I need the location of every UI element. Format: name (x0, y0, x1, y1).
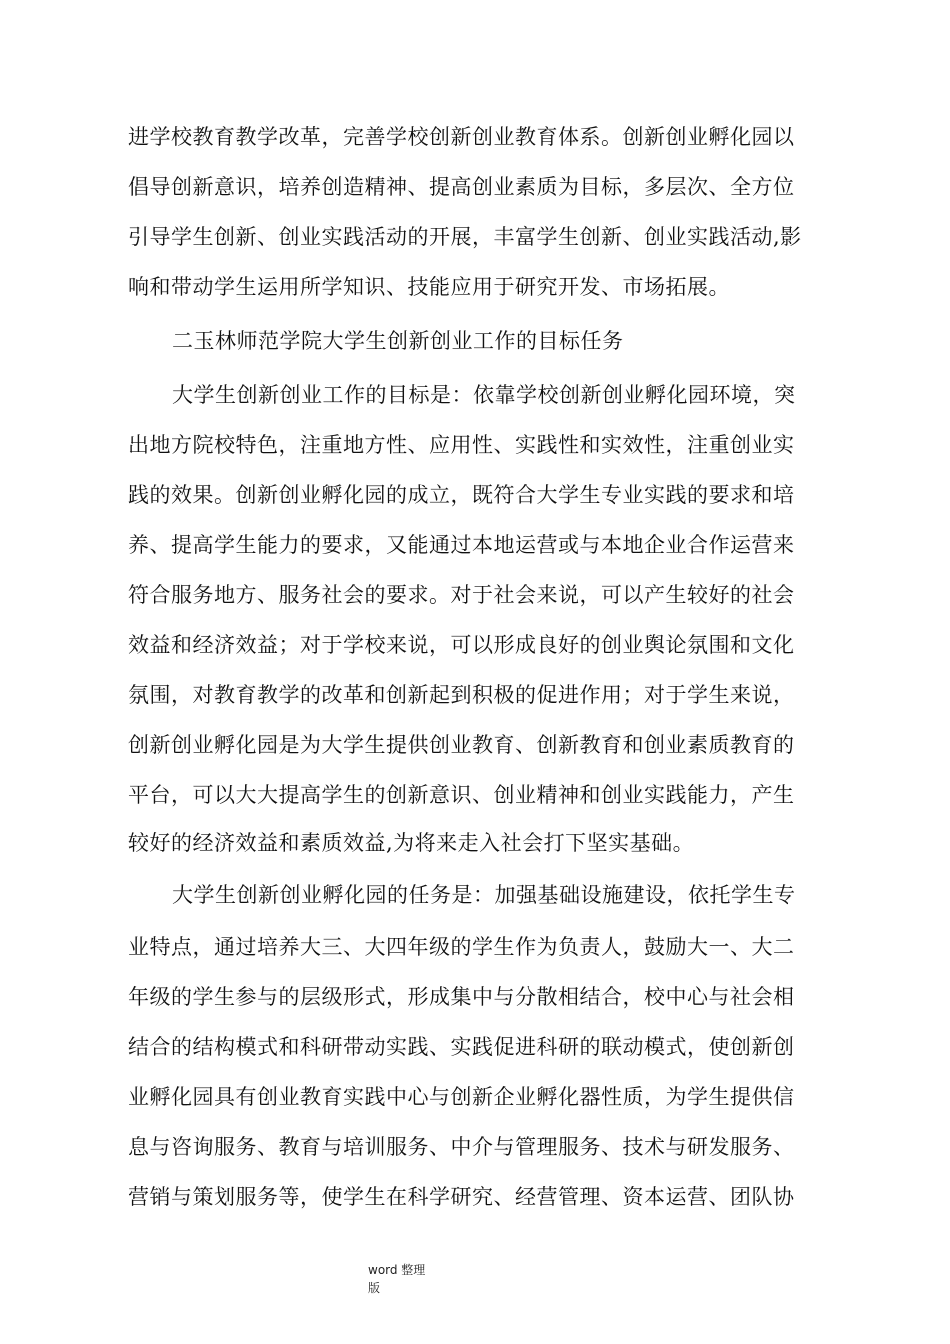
text-line: 倡导创新意识，培养创造精神、提高创业素质为目标，多层次、全方位 (128, 175, 795, 199)
text-line: 结合的结构模式和科研带动实践、实践促进科研的联动模式，使创新创 (128, 1035, 795, 1059)
text-line: 出地方院校特色，注重地方性、应用性、实践性和实效性，注重创业实 (128, 433, 795, 457)
text-line: 符合服务地方、服务社会的要求。对于社会来说，可以产生较好的社会 (128, 583, 795, 607)
text-line: 引导学生创新、创业实践活动的开展，丰富学生创新、创业实践活动,影 (128, 225, 802, 249)
text-line: 较好的经济效益和素质效益,为将来走入社会打下坚实基础。 (128, 831, 695, 855)
footer-label-continued: 版 (368, 1281, 381, 1295)
text-line: 氛围，对教育教学的改革和创新起到积极的促进作用；对于学生来说， (128, 683, 795, 707)
text-line: 效益和经济效益；对于学校来说，可以形成良好的创业舆论氛围和文化 (128, 633, 795, 657)
text-line: 响和带动学生运用所学知识、技能应用于研究开发、市场拓展。 (128, 275, 730, 299)
text-line: 大学生创新创业工作的目标是：依靠学校创新创业孵化园环境，突 (172, 383, 796, 407)
footer-label: word 整理 (368, 1263, 426, 1277)
text-line: 业特点，通过培养大三、大四年级的学生作为负责人，鼓励大一、大二 (128, 935, 795, 959)
text-line: 创新创业孵化园是为大学生提供创业教育、创新教育和创业素质教育的 (128, 733, 795, 757)
text-line: 践的效果。创新创业孵化园的成立，既符合大学生专业实践的要求和培 (128, 483, 795, 507)
section-heading: 二玉林师范学院大学生创新创业工作的目标任务 (172, 329, 624, 353)
text-line: 年级的学生参与的层级形式，形成集中与分散相结合，校中心与社会相 (128, 985, 795, 1009)
text-line: 大学生创新创业孵化园的任务是：加强基础设施建设，依托学生专 (172, 883, 796, 907)
text-line: 业孵化园具有创业教育实践中心与创新企业孵化器性质，为学生提供信 (128, 1085, 795, 1109)
text-line: 息与咨询服务、教育与培训服务、中介与管理服务、技术与研发服务、 (128, 1135, 795, 1159)
text-line: 进学校教育教学改革，完善学校创新创业教育体系。创新创业孵化园以 (128, 125, 795, 149)
text-line: 平台，可以大大提高学生的创新意识、创业精神和创业实践能力，产生 (128, 783, 795, 807)
text-line: 养、提高学生能力的要求，又能通过本地运营或与本地企业合作运营来 (128, 533, 795, 557)
text-line: 营销与策划服务等，使学生在科学研究、经营管理、资本运营、团队协 (128, 1185, 795, 1209)
